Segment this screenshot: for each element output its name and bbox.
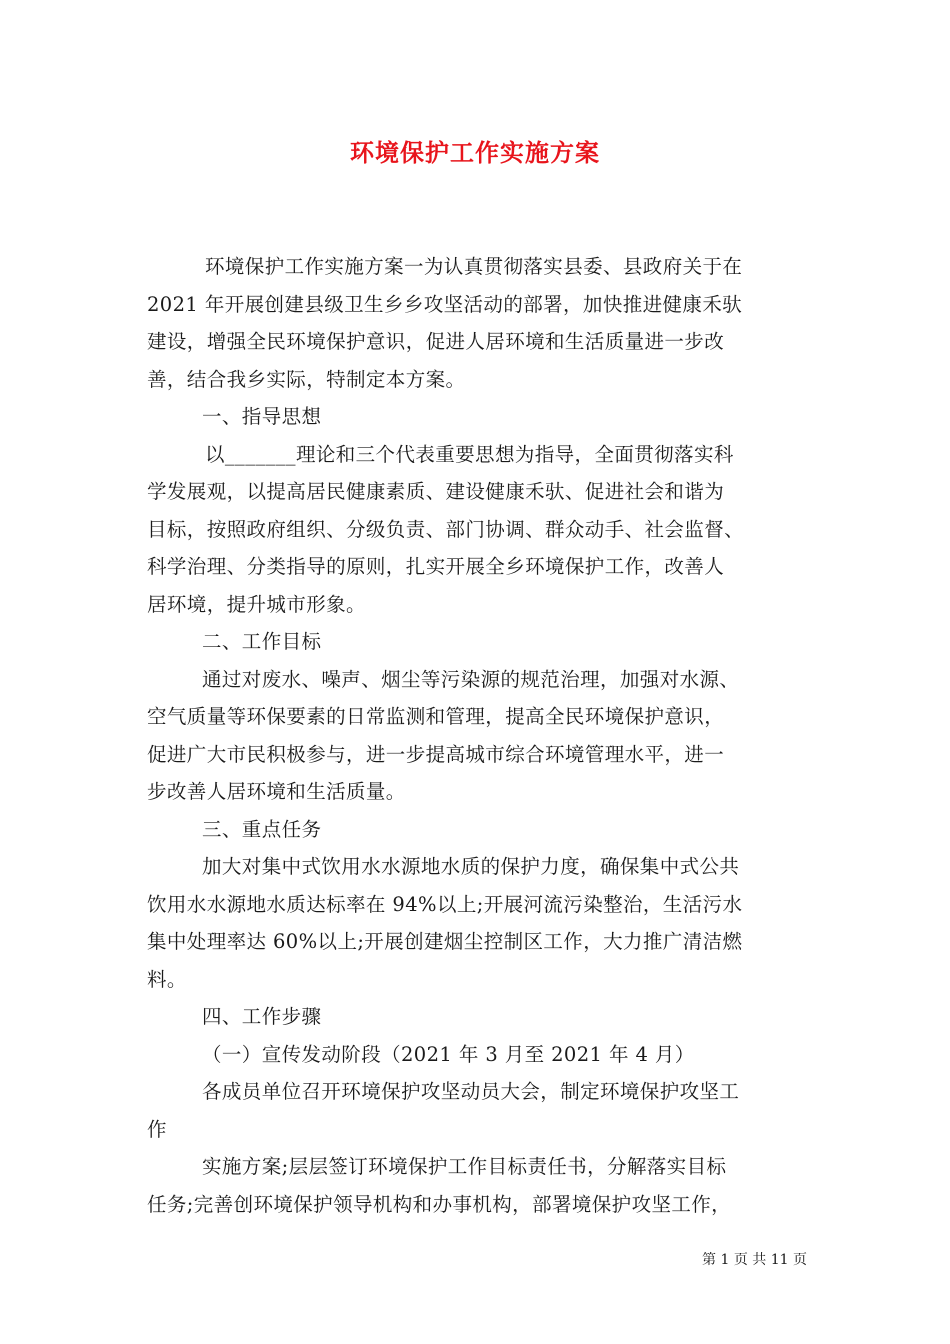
body-line: 作 (147, 1117, 167, 1141)
sub-heading: （一）宣传发动阶段（2021 年 3 月至 2021 年 4 月） (202, 1042, 695, 1066)
body-line: 饮用水水源地水质达标率在 94%以上;开展河流污染整治，生活污水 (147, 892, 743, 916)
body-line: 空气质量等环保要素的日常监测和管理，提高全民环境保护意识， (147, 705, 725, 728)
body-line: 善，结合我乡实际，特制定本方案。 (147, 367, 466, 391)
body-line: 科学治理、分类指导的原则，扎实开展全乡环境保护工作，改善人 (147, 555, 725, 578)
document-body (147, 248, 807, 1223)
section-heading: 三、重点任务 (202, 817, 322, 841)
body-line: 任务;完善创环境保护领导机构和办事机构，部署境保护攻坚工作， (147, 1192, 732, 1216)
body-line: 各成员单位召开环境保护攻坚动员大会，制定环境保护攻坚工 (202, 1080, 740, 1103)
body-line: 建设，增强全民环境保护意识，促进人居环境和生活质量进一步改 (147, 330, 725, 353)
section-heading: 四、工作步骤 (202, 1005, 322, 1028)
body-line: 实施方案;层层签订环境保护工作目标责任书，分解落实目标 (202, 1155, 727, 1178)
section-heading: 一、指导思想 (202, 405, 322, 428)
body-line: 学发展观，以提高居民健康素质、建设健康禾驮、促进社会和谐为 (147, 480, 725, 503)
body-line: 加大对集中式饮用水水源地水质的保护力度，确保集中式公共 (202, 855, 740, 878)
body-line: 以_______理论和三个代表重要思想为指导，全面贯彻落实科 (205, 442, 734, 466)
body-line: 环境保护工作实施方案一为认真贯彻落实县委、县政府关于在 (205, 255, 743, 278)
body-line: 通过对废水、噪声、烟尘等污染源的规范治理，加强对水源、 (202, 667, 740, 691)
document-title: 环境保护工作实施方案 (350, 139, 600, 167)
body-line: 料。 (147, 967, 187, 991)
body-line: 2021 年开展创建县级卫生乡乡攻坚活动的部署，加快推进健康禾驮 (147, 292, 743, 316)
section-heading: 二、工作目标 (202, 630, 322, 653)
body-line: 步改善人居环境和生活质量。 (147, 780, 406, 803)
page-number-footer: 第 1 页 共 11 页 (702, 1252, 807, 1268)
body-line: 集中处理率达 60%以上;开展创建烟尘控制区工作，大力推广清洁燃 (147, 930, 743, 953)
body-line: 目标，按照政府组织、分级负责、部门协调、群众动手、社会监督、 (147, 517, 745, 541)
body-line: 促进广大市民积极参与，进一步提高城市综合环境管理水平，进一 (147, 742, 725, 766)
body-line: 居环境，提升城市形象。 (147, 592, 366, 616)
